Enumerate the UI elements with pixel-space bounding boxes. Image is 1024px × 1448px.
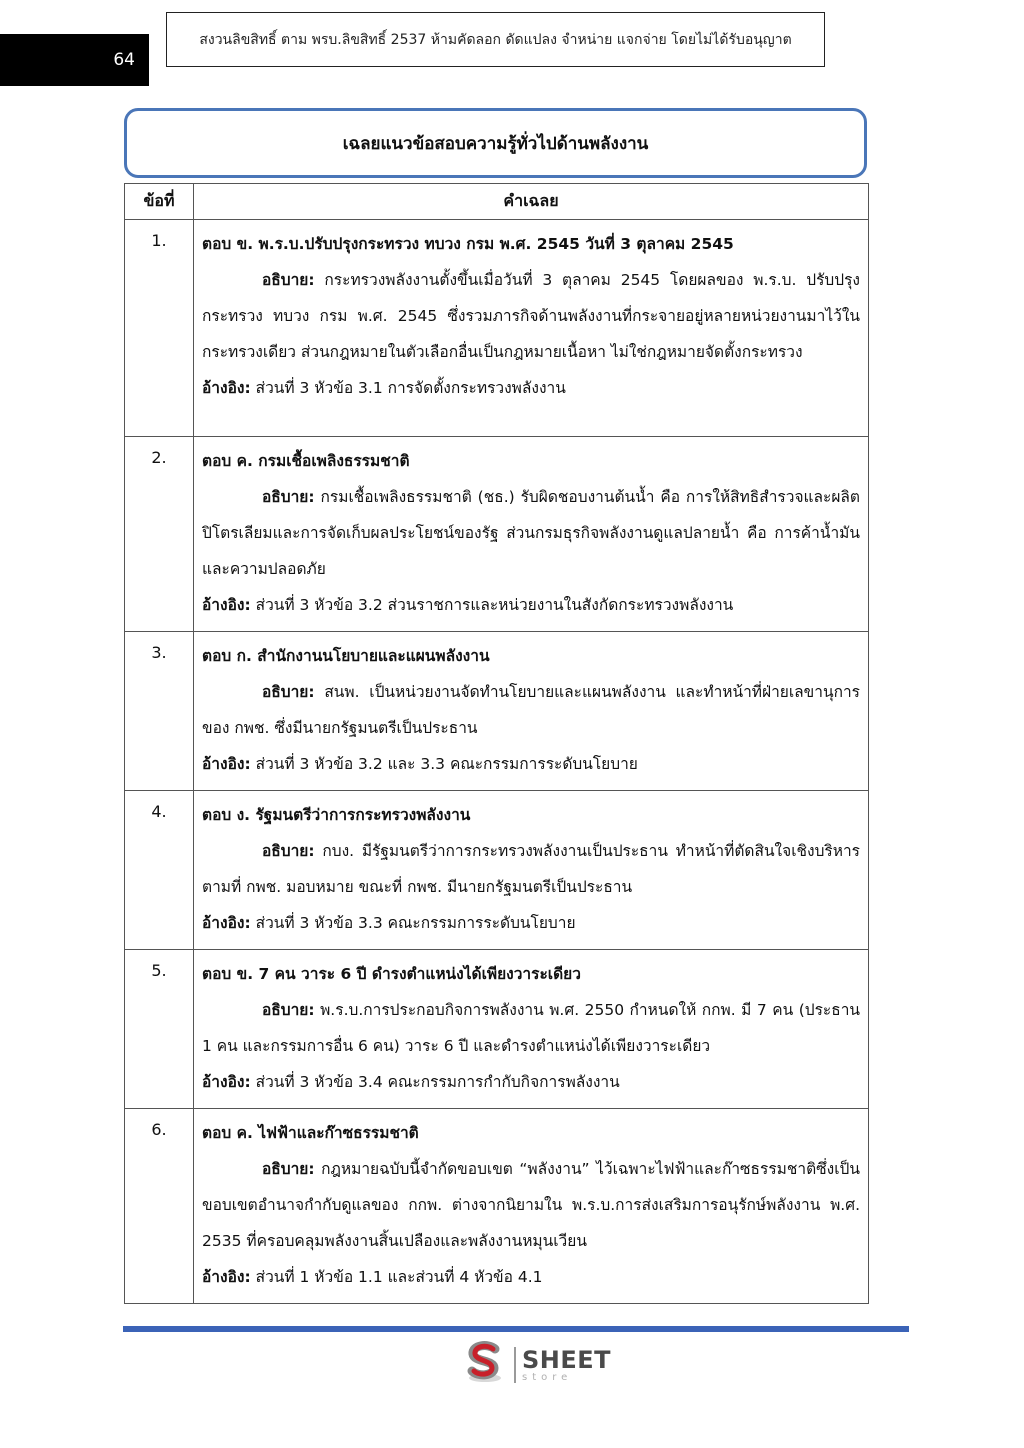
explanation-label: อธิบาย: xyxy=(262,271,315,289)
reference xyxy=(202,1064,860,1100)
reference-text: ส่วนที่ 3 หัวข้อ 3.2 ส่วนราชการและหน่วยงานในสังกัดกระทรวงพลังงาน xyxy=(255,596,734,614)
answer-choice: ตอบ ค. ไฟฟ้าและก๊าซธรรมชาติ xyxy=(202,1124,419,1142)
copyright-notice: สงวนลิขสิทธิ์ ตาม พรบ.ลิขสิทธิ์ 2537 ห้ามคัดลอก ดัดแปลง จำหน่าย แจกจ่าย โดยไม่ได้รับอนุญาต xyxy=(199,31,792,48)
explanation xyxy=(202,479,860,587)
reference-label: อ้างอิง: xyxy=(202,379,251,397)
explanation-text: พ.ร.บ.การประกอบกิจการพลังงาน พ.ศ. 2550 กำหนดให้ กกพ. มี 7 คน (ประธาน 1 คน และกรรมการอื่น 6 คน) วาระ 6 ปี และดำรงตำแหน่งได้เพียงวาระเดียว xyxy=(202,1001,860,1055)
table-row xyxy=(125,1109,869,1304)
answer-cell xyxy=(194,220,869,437)
reference-text: ส่วนที่ 3 หัวข้อ 3.3 คณะกรรมการระดับนโยบาย xyxy=(255,914,576,932)
question-number: 5. xyxy=(125,950,194,1109)
answer-choice: ตอบ ข. พ.ร.บ.ปรับปรุงกระทรวง ทบวง กรม พ.ศ. 2545 วันที่ 3 ตุลาคม 2545 xyxy=(202,235,734,253)
reference-text: ส่วนที่ 3 หัวข้อ 3.1 การจัดตั้งกระทรวงพลังงาน xyxy=(255,379,566,397)
answer-choice: ตอบ ง. รัฐมนตรีว่าการกระทรวงพลังงาน xyxy=(202,806,471,824)
answer-choice: ตอบ ข. 7 คน วาระ 6 ปี ดำรงตำแหน่งได้เพียงวาระเดียว xyxy=(202,965,581,983)
table-row xyxy=(125,220,869,437)
explanation-label: อธิบาย: xyxy=(262,1160,315,1178)
table-row xyxy=(125,791,869,950)
explanation-text: กบง. มีรัฐมนตรีว่าการกระทรวงพลังงานเป็นประธาน ทำหน้าที่ตัดสินใจเชิงบริหารตามที่ กพช. มอบหมาย ขณะที่ กพช. มีนายกรัฐมนตรีเป็นประธาน xyxy=(202,842,860,896)
explanation-text: กระทรวงพลังงานตั้งขึ้นเมื่อวันที่ 3 ตุลาคม 2545 โดยผลของ พ.ร.บ. ปรับปรุงกระทรวง ทบวง กรม พ.ศ. 2545 ซึ่งรวมภารกิจด้านพลังงานที่กระจายอยู่หลายหน่วยงานมาไว้ในกระทรวงเดียว ส่วนกฎหมายในตัวเลือกอื่นเป็นกฎหมายเนื้อหา ไม่ใช่กฎหมายจัดตั้งกระทรวง xyxy=(202,271,860,361)
answer-key-table xyxy=(124,183,869,1304)
answer-cell xyxy=(194,632,869,791)
answer-cell xyxy=(194,791,869,950)
question-number: 6. xyxy=(125,1109,194,1304)
reference-text: ส่วนที่ 3 หัวข้อ 3.4 คณะกรรมการกำกับกิจการพลังงาน xyxy=(255,1073,620,1091)
reference xyxy=(202,587,860,623)
logo-main-text: SHEET xyxy=(522,1345,612,1374)
explanation-label: อธิบาย: xyxy=(262,842,315,860)
footer-divider xyxy=(123,1326,909,1332)
explanation xyxy=(202,1151,860,1259)
explanation-text: กฎหมายฉบับนี้จำกัดขอบเขต “พลังงาน” ไว้เฉพาะไฟฟ้าและก๊าซธรรมชาติซึ่งเป็นขอบเขตอำนาจกำกับดูแลของ กกพ. ต่างจากนิยามใน พ.ร.บ.การส่งเสริมการอนุรักษ์พลังงาน พ.ศ. 2535 ที่ครอบคลุมพลังงานสิ้นเปลืองและพลังงานหมุนเวียน xyxy=(202,1160,860,1250)
reference-text: ส่วนที่ 1 หัวข้อ 1.1 และส่วนที่ 4 หัวข้อ 4.1 xyxy=(255,1268,543,1286)
question-number: 4. xyxy=(125,791,194,950)
explanation-label: อธิบาย: xyxy=(262,683,315,701)
section-title-box xyxy=(124,108,867,178)
reference-label: อ้างอิง: xyxy=(202,755,251,773)
copyright-notice-box xyxy=(166,12,825,67)
answer-cell xyxy=(194,437,869,632)
answer-cell xyxy=(194,950,869,1109)
sheet-store-logo xyxy=(462,1342,611,1388)
explanation-text: กรมเชื้อเพลิงธรรมชาติ (ชธ.) รับผิดชอบงานต้นน้ำ คือ การให้สิทธิสำรวจและผลิตปิโตรเลียมและการจัดเก็บผลประโยชน์ของรัฐ ส่วนกรมธุรกิจพลังงานดูแลปลายน้ำ คือ การค้าน้ำมันและความปลอดภัย xyxy=(202,488,860,578)
reference xyxy=(202,746,860,782)
page-number-badge xyxy=(0,34,149,86)
reference-label: อ้างอิง: xyxy=(202,596,251,614)
explanation-label: อธิบาย: xyxy=(262,488,315,506)
reference xyxy=(202,370,860,406)
answer-choice: ตอบ ค. กรมเชื้อเพลิงธรรมชาติ xyxy=(202,452,410,470)
reference-label: อ้างอิง: xyxy=(202,1073,251,1091)
table-row xyxy=(125,950,869,1109)
logo-sub-text: store xyxy=(522,1371,573,1383)
reference-text: ส่วนที่ 3 หัวข้อ 3.2 และ 3.3 คณะกรรมการระดับนโยบาย xyxy=(255,755,638,773)
table-row xyxy=(125,437,869,632)
reference-label: อ้างอิง: xyxy=(202,914,251,932)
section-title: เฉลยแนวข้อสอบความรู้ทั่วไปด้านพลังงาน xyxy=(342,133,649,154)
logo-separator xyxy=(514,1347,516,1383)
table-header-row xyxy=(125,184,869,220)
question-number: 2. xyxy=(125,437,194,632)
table-row xyxy=(125,632,869,791)
answer-cell xyxy=(194,1109,869,1304)
answer-choice: ตอบ ก. สำนักงานนโยบายและแผนพลังงาน xyxy=(202,647,490,665)
s-mark-icon xyxy=(462,1340,508,1390)
reference xyxy=(202,1259,860,1295)
column-header-number: ข้อที่ xyxy=(125,184,194,220)
column-header-answer: คำเฉลย xyxy=(194,184,869,220)
explanation xyxy=(202,992,860,1064)
explanation xyxy=(202,262,860,370)
logo-wordmark xyxy=(522,1345,612,1383)
page-number: 64 xyxy=(113,50,135,70)
explanation xyxy=(202,833,860,905)
reference-label: อ้างอิง: xyxy=(202,1268,251,1286)
explanation-text: สนพ. เป็นหน่วยงานจัดทำนโยบายและแผนพลังงาน และทำหน้าที่ฝ่ายเลขานุการของ กพช. ซึ่งมีนายกรัฐมนตรีเป็นประธาน xyxy=(202,683,860,737)
question-number: 3. xyxy=(125,632,194,791)
explanation-label: อธิบาย: xyxy=(262,1001,315,1019)
reference xyxy=(202,905,860,941)
question-number: 1. xyxy=(125,220,194,437)
explanation xyxy=(202,674,860,746)
